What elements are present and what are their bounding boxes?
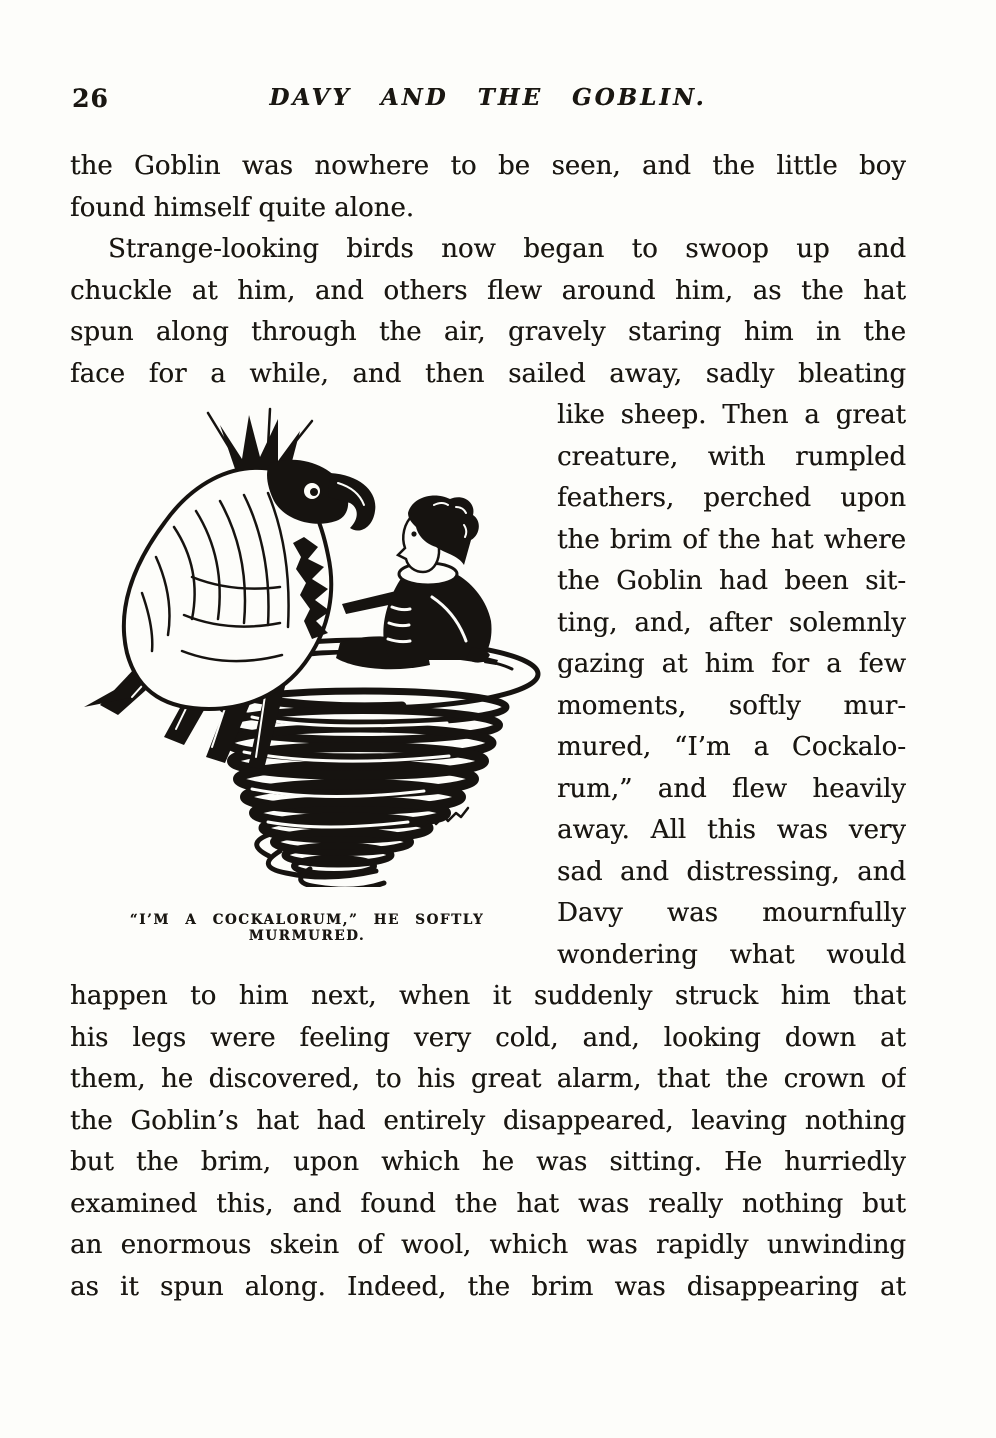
text-line: spun along through the air, gravely staring him in the xyxy=(70,317,906,347)
text-line: the Goblin’s hat had entirely disappeared, leaving nothing xyxy=(70,1105,906,1136)
text-line: the Goblin had been sit- xyxy=(557,566,906,596)
text-line: ting, and, after solemnly xyxy=(557,607,906,638)
text-line: but the brim, upon which he was sitting. He hurriedly xyxy=(70,1147,906,1177)
text-line: feathers, perched upon xyxy=(557,483,906,513)
text-line: the brim of the hat where xyxy=(557,524,906,555)
text-line: away. All this was very xyxy=(557,815,906,845)
page-number: 26 xyxy=(72,84,109,113)
text-line: Strange-looking birds now began to swoop up and xyxy=(108,234,906,264)
cockalorum-illustration xyxy=(72,407,542,887)
text-line: mured, “I’m a Cockalo- xyxy=(557,732,906,762)
right-column-text xyxy=(557,395,906,976)
text-line: Davy was mournfully xyxy=(557,898,906,928)
running-title: DAVY AND THE GOBLIN. xyxy=(269,84,707,111)
illustration-row xyxy=(70,395,906,976)
boy-eye xyxy=(411,531,416,536)
illustration-figure xyxy=(70,407,546,973)
jacket xyxy=(383,575,491,660)
paragraph-2 xyxy=(70,229,906,395)
text-line: like sheep. Then a great xyxy=(557,400,906,430)
page-body xyxy=(70,146,906,1308)
text-line: happen to him next, when it suddenly struck him that xyxy=(70,981,906,1011)
text-line: sad and distressing, and xyxy=(557,856,906,887)
text-line: his legs were feeling very cold, and, looking down at xyxy=(70,1022,906,1053)
text-line: examined this, and found the hat was really nothing but xyxy=(70,1188,906,1219)
text-line: them, he discovered, to his great alarm, that the crown of xyxy=(70,1064,906,1094)
text-line: wondering what would xyxy=(557,939,906,970)
text-line: moments, softly mur- xyxy=(557,690,906,721)
text-line: an enormous skein of wool, which was rapidly unwinding xyxy=(70,1230,906,1260)
text-line: creature, with rumpled xyxy=(557,441,906,472)
paragraph-1 xyxy=(70,146,906,229)
text-line: the Goblin was nowhere to be seen, and the little boy xyxy=(70,151,906,181)
text-line: chuckle at him, and others flew around him, as the hat xyxy=(70,275,906,306)
text-line: as it spun along. Indeed, the brim was disappearing at xyxy=(70,1271,906,1302)
text-line: gazing at him for a few xyxy=(557,649,906,679)
illustration-caption: “I’M A COCKALORUM,” HE SOFTLY MURMURED. xyxy=(129,912,485,944)
cockalorum-bird xyxy=(84,409,375,769)
text-line: found himself quite alone. xyxy=(70,192,414,223)
paragraph-3 xyxy=(70,976,906,1308)
text-line: face for a while, and then sailed away, sadly bleating xyxy=(70,358,906,389)
text-line: rum,” and flew heavily xyxy=(557,773,906,804)
